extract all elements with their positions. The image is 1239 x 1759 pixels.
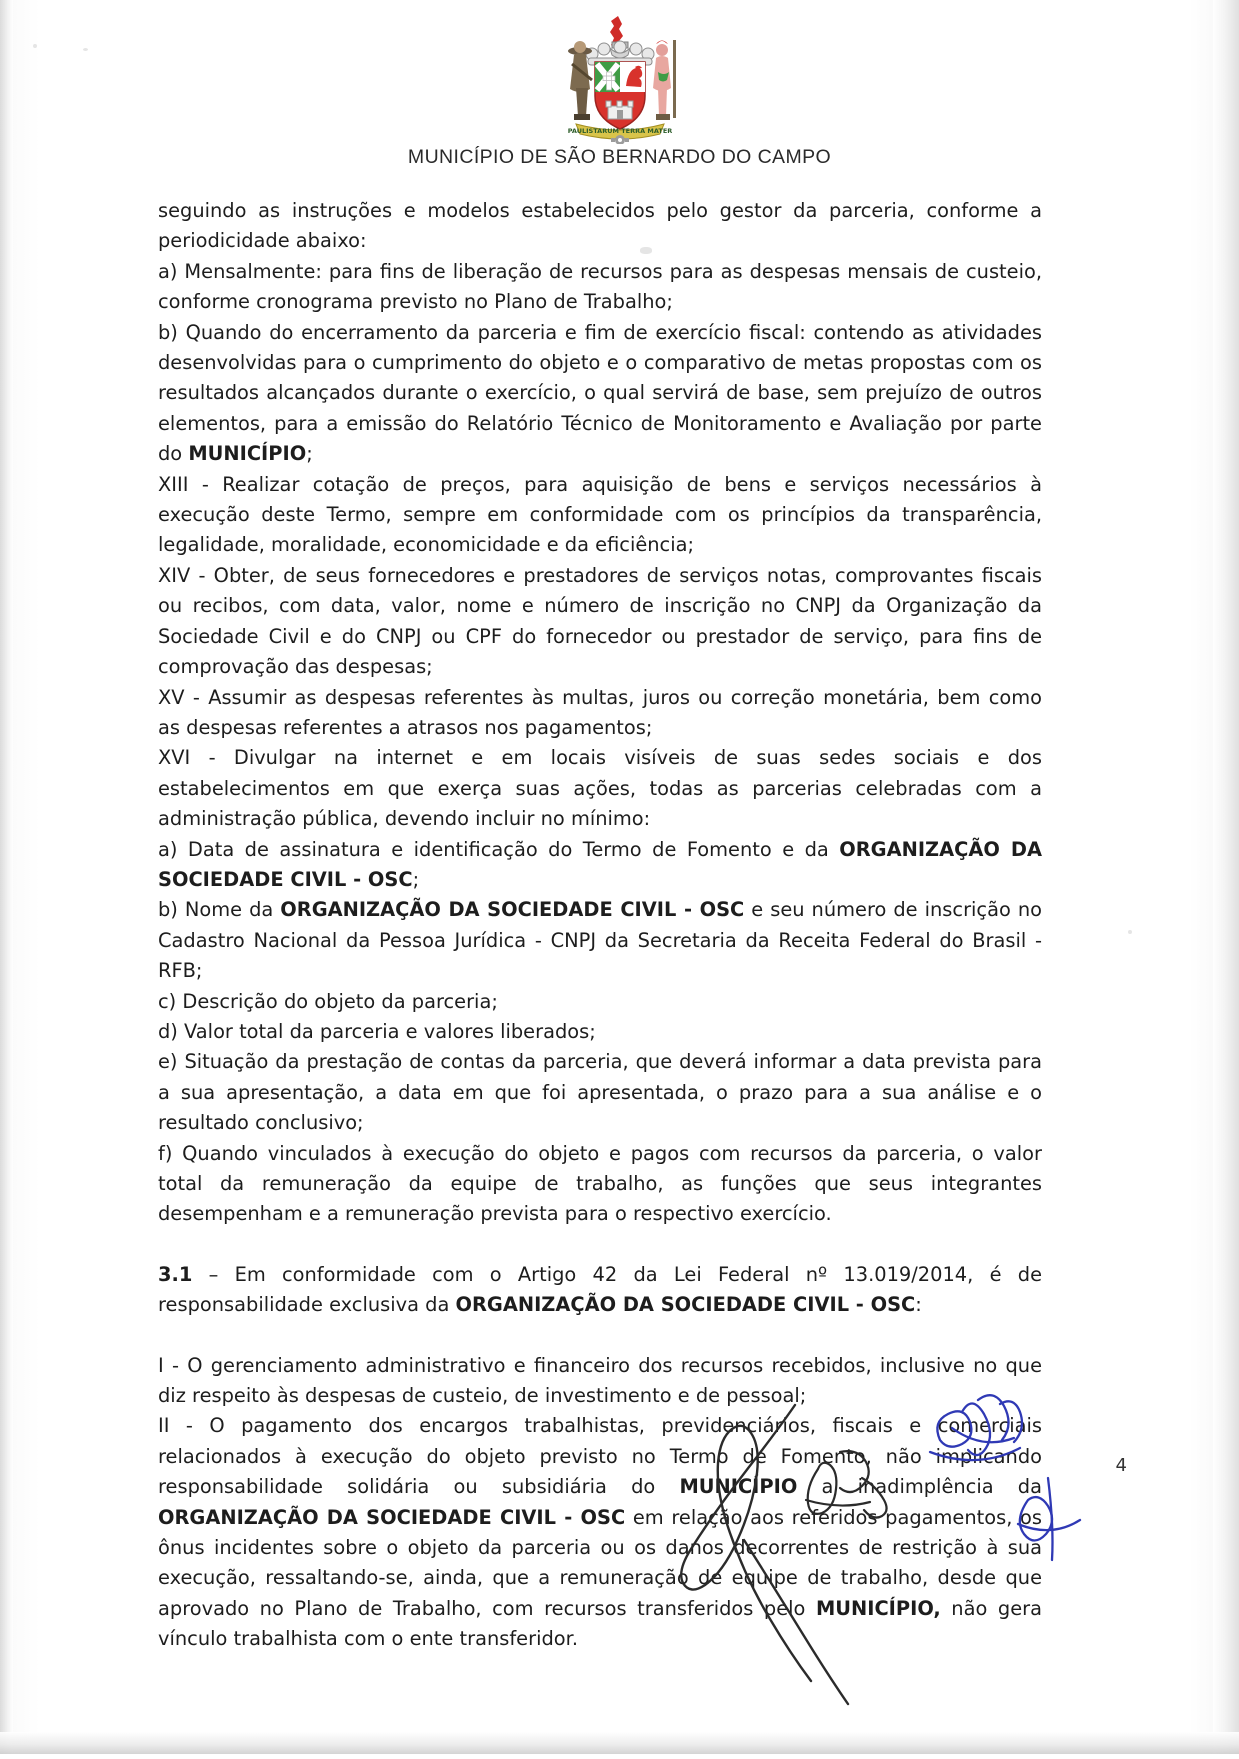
body-text: e) Situação da prestação de contas da parceria, que deverá informar a data prevista para a sua apresentação, a data em que foi apresentada, o prazo para a sua análise e o resultado conclusivo; [158,1050,1042,1135]
scan-edge-left [0,0,13,1754]
p-ii-pagamento [158,1411,1042,1654]
scan-edge-bottom [0,1732,1239,1754]
body-text: d) Valor total da parceria e valores liberados; [158,1019,596,1043]
body-text: b) Quando do encerramento da parceria e fim de exercício fiscal: contendo as atividades desenvolvidas para o cumprimento do objeto e o comparativo de metas propostas com os resultados alcançados durante o exercício, o qual servirá de base, sem prejuízo de outros elementos, para a emissão do Relatório Técnico de Monitoramento e Avaliação por parte do [158,320,1042,466]
body-text: ; [306,442,313,466]
body-text: b) Nome da [158,898,281,922]
body-text: a inadimplência da [797,1475,1042,1499]
scan-speck [1128,930,1132,934]
p-d-valor [158,1017,1042,1047]
body-text: em relação aos referidos pagamentos, os ônus incidentes sobre o objeto da parceria ou os danos decorrentes de restrição à sua execução, ressaltando-se, ainda, que a remuneração de equipe de trabalho, desde que aprovado no Plano de Trabalho, com recursos transferidos pelo [158,1505,1043,1620]
emphasis-text: MUNICÍPIO [679,1475,798,1499]
p-31 [158,1260,1042,1321]
coat-of-arms [552,14,688,144]
p-f-quando [158,1139,1042,1230]
document-body [158,196,1042,1655]
p-xiv [158,561,1042,683]
body-text: seguindo as instruções e modelos estabelecidos pelo gestor da parceria, conforme a periodicidade abaixo: [158,199,1042,253]
p-xiii [158,470,1042,561]
body-text: f) Quando vinculados à execução do objeto e pagos com recursos da parceria, o valor total da remuneração da equipe de trabalho, as funções que seus integrantes desempenham e a remuneração prevista para o respectivo exercício. [158,1141,1042,1226]
page-title: MUNICÍPIO DE SÃO BERNARDO DO CAMPO [407,146,832,168]
body-text: e seu número de inscrição no Cadastro Nacional da Pessoa Jurídica - CNPJ da Secretaria da Receita Federal do Brasil - RFB; [158,898,1042,983]
body-text: XIV - Obter, de seus fornecedores e prestadores de serviços notas, comprovantes fiscais ou recibos, com data, valor, nome e número de inscrição no CNPJ da Organização da Sociedade Civil e do CNPJ ou CPF do fornecedor ou prestador de serviço, para fins de comprovação das despesas; [158,563,1042,679]
p-b-encerramento [158,318,1042,470]
body-text: XV - Assumir as despesas referentes às multas, juros ou correção monetária, bem como as despesas referentes a atrasos nos pagamentos; [158,685,1042,739]
emphasis-text: MUNICÍPIO, [815,1596,941,1620]
p-xv [158,683,1042,744]
emphasis-text: ORGANIZAÇÃO DA SOCIEDADE CIVIL - OSC [455,1293,916,1317]
svg-text:PAULISTARUM TERRA MATER: PAULISTARUM TERRA MATER [567,127,672,135]
emphasis-text: MUNICÍPIO [188,442,307,466]
document-header [0,0,1239,169]
body-text: : [915,1293,922,1317]
emphasis-text: ORGANIZAÇÃO DA SOCIEDADE CIVIL - OSC [158,1505,626,1529]
body-text: não gera vínculo trabalhista com o ente transferidor. [158,1596,1042,1651]
p-seguindo [158,196,1042,257]
scan-edge-right [1213,0,1239,1754]
emphasis-text: 3.1 [158,1262,193,1286]
body-text: – Em conformidade com o Artigo 42 da Lei Federal nº 13.019/2014, é de responsabilidade exclusiva da [158,1262,1042,1317]
body-text: c) Descrição do objeto da parceria; [158,989,498,1013]
p-a-data [158,835,1042,896]
p-a-mensalmente [158,257,1042,318]
p-xvi [158,743,1042,834]
page-number: 4 [1115,1455,1127,1476]
body-text: XVI - Divulgar na internet e em locais visíveis de suas sedes sociais e dos estabelecimentos em que exerça suas ações, todas as parcerias celebradas com a administração pública, devendo incluir no mínimo: [158,746,1042,831]
body-text: II - O pagamento dos encargos trabalhistas, previdenciários, fiscais e comerciais relacionados à execução do objeto previsto no Termo de Fomento, não implicando responsabilidade solidária ou subsidiária do [158,1414,1042,1499]
p-b-nome [158,895,1042,986]
body-text: a) Data de assinatura e identificação do Termo de Fomento e da [158,837,840,861]
p-i-gerenciamento [158,1351,1042,1412]
p-e-situacao [158,1047,1042,1138]
emphasis-text: ORGANIZAÇÃO DA SOCIEDADE CIVIL - OSC [158,837,1042,891]
body-text: a) Mensalmente: para fins de liberação de recursos para as despesas mensais de custeio, conforme cronograma previsto no Plano de Trabalho; [158,259,1042,314]
body-text: ; [412,867,420,891]
p-c-descricao [158,987,1042,1017]
body-text: I - O gerenciamento administrativo e financeiro dos recursos recebidos, inclusive no que diz respeito às despesas de custeio, de investimento e de pessoal; [158,1353,1042,1408]
emphasis-text: ORGANIZAÇÃO DA SOCIEDADE CIVIL - OSC [280,898,745,922]
body-text: XIII - Realizar cotação de preços, para aquisição de bens e serviços necessários à execução deste Termo, sempre em conformidade com os princípios da transparência, legalidade, moralidade, economicidade e da eficiência; [158,472,1042,557]
